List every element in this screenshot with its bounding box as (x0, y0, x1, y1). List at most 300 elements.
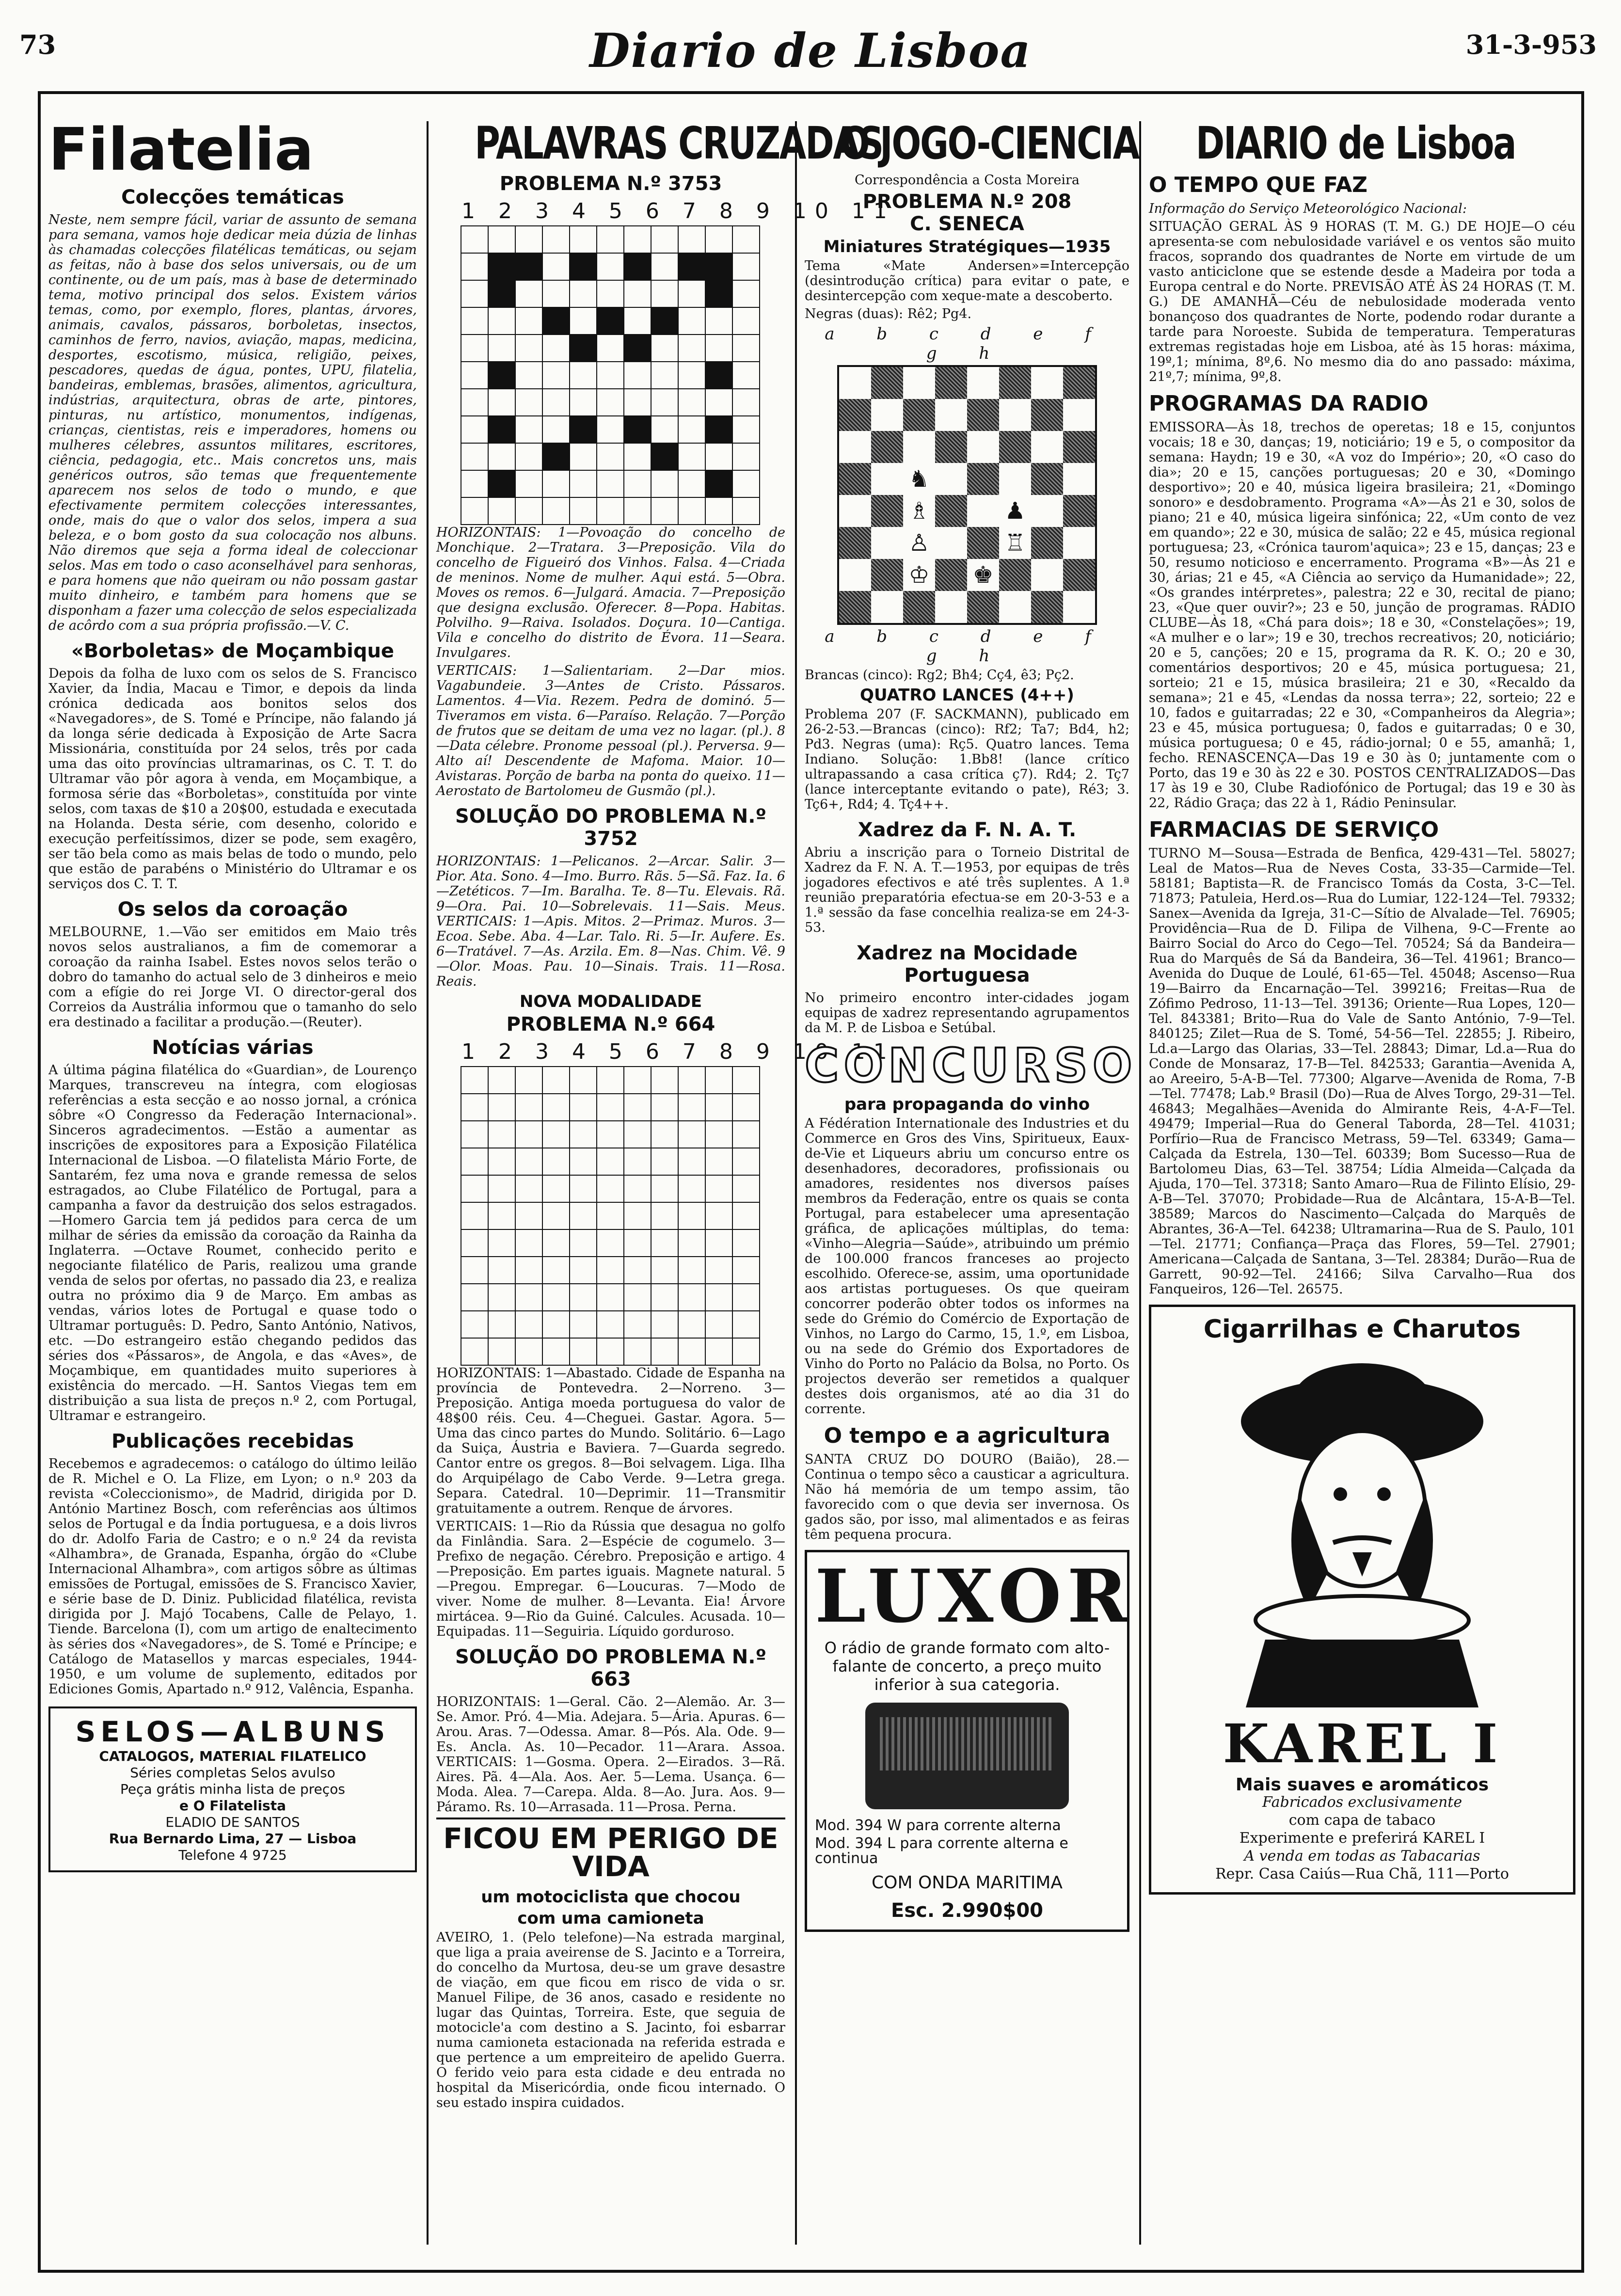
black-pieces: Negras (duas): Rê2; Pg4. (805, 306, 972, 321)
grid-cell (570, 1338, 597, 1365)
chess-title: O JOGO-CIENCIA (840, 117, 1139, 169)
grid-cell (570, 1284, 597, 1311)
grid-cell (678, 307, 705, 335)
grid-cell (624, 253, 651, 280)
grid-cell (624, 1257, 651, 1284)
article-text: MELBOURNE, 1.—Vão ser emitidos em Maio três novos selos australianos, a fim de comemorar a coroação da rainha Isabel. Estes novos selos terão o dobro do tamanho do actual selo de 3 dinheiros e meio com a efígie do rei Jorge VI. O director-geral dos Correios da Austrália informou que o tamanho do selo era destinado a facilitar a produção.—(Reuter). (48, 925, 417, 1030)
grid-cell (515, 1311, 542, 1338)
grid-cell (678, 1121, 705, 1148)
board-square (935, 527, 967, 559)
cigar-line: Repr. Casa Caiús—Rua Chã, 111—Porto (1215, 1866, 1509, 1882)
cavalier-portrait-icon (1236, 1349, 1488, 1707)
grid-cell (732, 1121, 760, 1148)
grid-cell (488, 1338, 515, 1365)
grid-cell (542, 280, 570, 307)
board-square (871, 495, 903, 527)
chess-piece-icon: ♞ (903, 463, 935, 495)
grid-cell (461, 497, 488, 525)
column-rule (1139, 121, 1141, 2245)
grid-cell (461, 1202, 488, 1229)
grid-cell (461, 280, 488, 307)
grid-cell (651, 280, 678, 307)
article-text: Neste, nem sempre fácil, variar de assunto de semana para semana, vamos hoje dedicar meia dúzia de linhas às chamadas colecções filatélicas temáticas, ou sejam as feitas, não à base dos selos universais, ou de um continente, ou de um país, mas à base de determinado tema, motivo principal dos selos. Existem vários temas, como, por exemplo, flores, plantas, árvores, animais, cavalos, pássaros, borboletas, insectos, caminhos de ferro, navios, aviação, mapas, medicina, desportes, escotismo, música, religião, peixes, pescadores, quedas de água, pontes, UPU, filatelia, bandeiras, emblemas, brasões, alimentos, agricultura, indústrias, arquitectura, obras de arte, pintores, pinturas, nu artístico, monumentos, indígenas, crianças, cientistas, reis e imperadores, homens ou mulheres célebres, assuntos militares, escritores, ciência, pedagogia, etc.. Mais concretos uns, mais genéricos outros, são temas que frequentemente aparecem nos selos de todo o mundo, e que efectivamente permitem colecções interessantes, onde, mais do que o valor dos selos, impera a sua beleza, e o bom gosto da sua colocação nos albuns. Não diremos que seja a forma ideal de coleccionar selos. Mas em todo o caso aconselhável para senhoras, e para homens que não queiram ou não possam gastar muito dinheiro, e também para homens que se disponham a fazer uma colecção de selos especializada de acôrdo com a sua própria profissão.—V. C. (48, 212, 417, 633)
board-square (967, 495, 999, 527)
board-square (871, 366, 903, 399)
grid-cell (651, 443, 678, 470)
board-square (871, 399, 903, 431)
grid-cell (488, 253, 515, 280)
grid-cell (488, 1148, 515, 1175)
grid-cell (732, 1338, 760, 1365)
ad-line: Telefone 4 9725 (178, 1847, 287, 1863)
board-square (1063, 559, 1096, 591)
board-square (1063, 463, 1096, 495)
solution-text: Problema 207 (F. SACKMANN), publicado em 26-2-53.—Brancas (cinco): Rf2; Ta7; Bd4, h2; Pd3. Negras (uma): Rç5. Quatro lances. Tema Indiano. Solução: 1.Bb8! (lance crítico ultrapassando a casa crítica ç7). Rd4; 2. Tç7 (lance interceptante evitando o pate), Ré3; 3. Tç6+, Rd4; 4. Tç4++. (805, 707, 1129, 812)
clues-horizontal: HORIZONTAIS: 1—Povoação do concelho de Monchique. 2—Tratara. 3—Preposição. Vila do concelho de Figueiró dos Vinhos. Falsa. 4—Criada de meninos. Nome de mulher. Aqui está. 5—Obra. Moves os remos. 6—Julgará. Amacia. 7—Preposição que designa exclusão. Oferecer. 8—Popa. Habitas. Polvilho. 9—Raiva. Isolados. Doçura. 10—Cantiga. Vila e concelho do distrito de Évora. 11—Seara. Invulgares. (436, 525, 785, 660)
grid-cell (570, 416, 597, 443)
grid-cell (597, 1121, 624, 1148)
grid-cell (515, 1284, 542, 1311)
grid-cell (624, 1175, 651, 1202)
grid-cell (570, 443, 597, 470)
grid-cell (461, 470, 488, 497)
article-text: A última página filatélica do «Guardian», de Lourenço Marques, transcreveu na íntegra, com elogiosas referências a esta secção e ao nosso jornal, a crónica sôbre «O Congresso da Federação Internacional». Sinceros agradecimentos. —Estão a aumentar as inscrições de expositores para a Exposição Filatélica Internacional de Lisboa. —O filatelista Mário Forte, de Santarém, fez uma nova e grande remessa de selos estragados, ao Clube Filatélico de Portugal, para a campanha a favor da destruição dos selos estragados. —Homero Garcia tem já pedidos para cerca de um milhar de séries da emissão da coroação da Rainha da Inglaterra. —Octave Roumet, conhecido perito e negociante filatélico de Paris, realizou uma grande venda de selos por ofertas, no passado dia 23, e realiza outra no próximo dia 9 de Março. Em ambas as vendas, vários lotes de Portugal e quase todo o Ultramar português: D. Pedro, Santo António, Nativos, etc. —Do estrangeiro estão chegando pedidos das séries dos «Pássaros», de Angola, e das «Aves», de Moçambique, em quantidades muito superiores à existência do mercado. —H. Santos Viegas tem em distribuição a sua lista de preços n.º 2, com Portugal, Ultramar e estrangeiro. (48, 1063, 417, 1423)
chess-piece-icon: ♟ (999, 495, 1031, 527)
grid-cell (542, 335, 570, 362)
grid-cell (461, 1175, 488, 1202)
grid-cell (624, 470, 651, 497)
grid-cell (570, 1121, 597, 1148)
grid-cell (597, 1311, 624, 1338)
chess-piece-icon: ♚ (967, 559, 999, 591)
cigar-line: Mais suaves e aromáticos (1235, 1775, 1489, 1795)
radio-set-icon (865, 1703, 1069, 1809)
crossword-grid-1-wrap (436, 225, 785, 525)
grid-cell (515, 1229, 542, 1257)
grid-cell (597, 307, 624, 335)
chess-piece-icon: ♔ (903, 559, 935, 591)
news-title: FICOU EM PERIGO DE VIDA (436, 1818, 785, 1881)
grid-cell (488, 362, 515, 389)
diario-column (1149, 117, 1575, 2249)
board-square (1063, 591, 1096, 624)
grid-cell (461, 1284, 488, 1311)
grid-cell (732, 1284, 760, 1311)
section-title: PROGRAMAS DA RADIO (1149, 391, 1429, 416)
grid-cell (705, 443, 732, 470)
grid-cell (542, 1148, 570, 1175)
grid-cell (597, 389, 624, 416)
board-square (935, 495, 967, 527)
grid-cell (705, 389, 732, 416)
grid-cell (651, 307, 678, 335)
filatelia-column (48, 116, 417, 2249)
grid-cell (624, 1284, 651, 1311)
problem-title: PROBLEMA N.º 208 (862, 191, 1072, 213)
grid-cell (624, 335, 651, 362)
grid-cell (461, 307, 488, 335)
board-square (838, 559, 871, 591)
grid-cell (488, 1257, 515, 1284)
grid-cell (597, 335, 624, 362)
section-title: O TEMPO QUE FAZ (1149, 173, 1368, 197)
crossword-grid-empty (461, 1066, 760, 1366)
grid-cell (461, 253, 488, 280)
board-square (838, 366, 871, 399)
board-square (967, 366, 999, 399)
cigar-line: com capa de tabaco (1288, 1812, 1436, 1829)
grid-cell (461, 1148, 488, 1175)
grid-cell (705, 1284, 732, 1311)
grid-cell (597, 1148, 624, 1175)
board-square (871, 431, 903, 463)
grid-cell (651, 1338, 678, 1365)
grid-cell (705, 470, 732, 497)
grid-cell (515, 443, 542, 470)
luxor-text: O rádio de grande formato com alto-falante de concerto, a preço muito inferior à sua categoria. (824, 1639, 1110, 1694)
grid-cell (515, 497, 542, 525)
grid-cell (651, 226, 678, 253)
grid-cell (678, 1202, 705, 1229)
grid-cell (515, 1175, 542, 1202)
cigar-line: A venda em todas as Tabacarias (1244, 1848, 1480, 1865)
grid-cell (678, 1338, 705, 1365)
grid-cell (678, 1094, 705, 1121)
grid-cell (570, 307, 597, 335)
board-square (903, 399, 935, 431)
grid-cell (732, 470, 760, 497)
grid-cell (488, 1202, 515, 1229)
board-square (1063, 495, 1096, 527)
moves-count: QUATRO LANCES (4++) (860, 686, 1074, 705)
ad-line: ELADIO DE SANTOS (165, 1814, 300, 1830)
grid-cell (515, 1067, 542, 1094)
grid-cell (651, 1175, 678, 1202)
board-square (871, 591, 903, 624)
grid-cell (732, 280, 760, 307)
grid-cell (678, 1284, 705, 1311)
contest-title: CONCURSO (805, 1038, 1137, 1093)
grid-cell (515, 280, 542, 307)
grid-cell (732, 1094, 760, 1121)
grid-cell (624, 497, 651, 525)
grid-cell (732, 1148, 760, 1175)
grid-cell (651, 1257, 678, 1284)
section-title: O tempo e a agricultura (824, 1423, 1111, 1448)
section-title: Xadrez na Mocidade Portuguesa (856, 942, 1078, 987)
grid-cell (488, 497, 515, 525)
grid-cell (651, 1067, 678, 1094)
ad-line: e O Filatelista (179, 1798, 286, 1814)
grid-cell (678, 253, 705, 280)
luxor-ad (805, 1550, 1134, 1932)
crossword-grid (461, 225, 760, 525)
board-square (935, 366, 967, 399)
grid-cell (570, 1229, 597, 1257)
chess-piece-icon: ♙ (903, 527, 935, 559)
board-files-bottom: a b c d e f g h (825, 627, 1110, 666)
board-square (999, 591, 1031, 624)
board-square (903, 591, 935, 624)
grid-cell (678, 416, 705, 443)
article-text: Depois da folha de luxo com os selos de S. Francisco Xavier, da Índia, Macau e Timor, e depois da linda crónica dedicada aos bonitos selos dos «Navegadores», de S. Tomé e Príncipe, não falando já da longa série dedicada à Exposição de Arte Sacra Missionária, constituída por 24 selos, três por cada uma das oito províncias ultramarinas, os C. T. T. do Ultramar vão pôr agora à venda, em Moçambique, a formosa série das «Borboletas», constituída por vinte selos, com taxas de $10 a 20$00, estudada e executada na Holanda. Desta série, com desenho, colorido e execução perfeitíssimos, dizer se pode, sem exagêro, ser tão bela como as mais belas de todo o mundo, pelo que estão de parabéns o Ministério do Ultramar e os serviços dos C. T. T. (48, 666, 417, 892)
grid-cell (461, 335, 488, 362)
grid-cell (651, 389, 678, 416)
board-square (1031, 527, 1063, 559)
grid-cell (515, 1148, 542, 1175)
section-title: Publicações recebidas (111, 1430, 354, 1452)
grid-cell (488, 1121, 515, 1148)
grid-cell (732, 497, 760, 525)
grid-cell (461, 389, 488, 416)
grid-cell (651, 335, 678, 362)
ad-line: Rua Bernardo Lima, 27 — Lisboa (109, 1831, 357, 1847)
contest-text: A Fédération Internationale des Industries et du Commerce en Gros des Vins, Spiritueux, Eaux-de-Vie et Liqueurs abriu um concurso entre os desenhadores, decoradores, profissionais ou amadores, residentes nos diversos países membros da Federação, entre os quais se conta Portugal, para estabelecer uma apresentação gráfica, de aplicações múltiplas, do tema: «Vinho—Alegria—Saúde», atribuindo um prémio de 100.000 francos franceses ao projecto escolhido. Oferece-se, assim, uma oportunidade aos artistas portugueses. Os que queiram concorrer poderão obter todos os informes na sede do Grémio do Comércio de Exportação de Vinhos, no Largo do Carmo, 15, 1.º, em Lisboa, ou na sede do Grémio dos Exportadores de Vinho do Porto no Palácio da Bolsa, no Porto. Os projectos deverão ser remetidos a qualquer destes dois organismos, até ao dia 31 do corrente. (805, 1116, 1129, 1417)
grid-cell (515, 416, 542, 443)
article-text: No primeiro encontro inter-cidades jogam equipas de xadrez representando agrupamentos da M. P. de Lisboa e Setúbal. (805, 990, 1129, 1036)
grid-cell (542, 1202, 570, 1229)
grid-cell (705, 1148, 732, 1175)
board-square (1063, 527, 1096, 559)
grid-cell (624, 1094, 651, 1121)
grid-cell (488, 1175, 515, 1202)
grid-cell (624, 1311, 651, 1338)
grid-cell (732, 335, 760, 362)
grid-cell (515, 226, 542, 253)
grid-cell (597, 280, 624, 307)
page-number: 73 (19, 29, 56, 60)
board-square (1031, 591, 1063, 624)
luxor-model: Mod. 394 L para corrente alterna e continua (815, 1835, 1068, 1867)
grid-cell (732, 1311, 760, 1338)
grid-cell (488, 1229, 515, 1257)
grid-cell (624, 280, 651, 307)
board-square (967, 527, 999, 559)
section-title: Notícias várias (152, 1036, 314, 1059)
board-square (1031, 431, 1063, 463)
grid-cell (488, 416, 515, 443)
problem-theme: Tema «Mate Andersen»=Intercepção (desintrodução crítica) para evitar o pate, e desintercepção com xeque-mate a descoberto. (805, 258, 1129, 303)
issue-date: 31-3-953 (1465, 29, 1597, 60)
grid-cell (597, 416, 624, 443)
grid-cell (542, 389, 570, 416)
grid-cell (732, 416, 760, 443)
grid-cell (678, 335, 705, 362)
grid-cell (705, 416, 732, 443)
grid-cell (651, 253, 678, 280)
grid-cell (651, 1121, 678, 1148)
grid-cell (597, 470, 624, 497)
grid-cell (570, 335, 597, 362)
ad-title: SELOS—ALBUNS (75, 1715, 390, 1748)
grid-cell (570, 1067, 597, 1094)
grid-cell (624, 1202, 651, 1229)
column-rule (427, 121, 429, 2245)
grid-cell (705, 253, 732, 280)
filatelia-title: Filatelia (48, 116, 314, 184)
grid-cell (705, 1338, 732, 1365)
grid-cell (678, 1175, 705, 1202)
grid-cell (542, 1257, 570, 1284)
chess-piece-icon: ♖ (999, 527, 1031, 559)
board-square (967, 463, 999, 495)
grid-cell (705, 1067, 732, 1094)
section-title: Xadrez da F. N. A. T. (858, 819, 1077, 841)
radio-text: EMISSORA—Às 18, trechos de operetas; 18 e 15, conjuntos vocais; 18 e 30, danças; 19, noticiário; 19 e 5, o compositor da semana: Haydn; 19 e 30, «A voz do Império»; 20, «O caso do dia»; 20 e 15, canções portuguesas; 20 e 30, «Domingo desportivo»; 20 e 40, música ligeira brasileira; 21, «Domingo sonoro» e desdobramento. Programa «A»—Às 21 e 30, solos de piano; 21 e 40, música ligeira sinfónica; 22, «Um conto de vez em quando»; 22 e 30, música de salão; 22 e 45, música regional portuguesa; 23, «Crónica taurom'aquica»; 23 e 15, danças; 23 e 50, resumo noticioso e encerramento. Programa «B»—Às 21 e 30, árias; 21 e 45, «A Ciência ao serviço da Humanidade»; 22, «Os grandes intérpretes», palestra; 22 e 30, recital de piano; 23, «Que quer ouvir?»; 23 e 50, junção de programas. RÁDIO CLUBE—Às 18, «Chá para dois»; 18 e 30, «Constelações»; 19, «A mulher e o lar»; 19 e 30, trechos recreativos; 20, noticiário; 20 e 5, canções; 20 e 15, programa da R. K. O.; 20 e 30, comentários desportivos; 20 e 45, música portuguesa; 21, sorteio; 21 e 15, música brasileira; 21 e 30, «Recaldo da semana»; 21 e 45, «Lendas da nossa terra»; 22, sorteio; 22 e 10, fados e guitarradas; 22 e 30, «Companheiros da Alegria»; 23 e 45, música portuguesa; 0, fados e guitarradas; 0 e 30, música portuguesa; 0 e 45, rádio-jornal; 0 e 55, amanhã; 1, fecho. RENASCENÇA—Das 19 e 30 às 0; juntamente com o Porto, das 19 e 30 às 22 e 30. POSTOS CENTRALIZADOS—Das 17 às 19 e 30, Clube Radiofónico de Portugal; das 19 e 30 às 22, Rádio Graça; das 22 à 1, Rádio Peninsular. (1149, 420, 1575, 811)
grid-cell (461, 416, 488, 443)
grid-cell (461, 1094, 488, 1121)
grid-cell (461, 1257, 488, 1284)
grid-column-numbers: 1 2 3 4 5 6 7 8 9 10 11 (461, 199, 895, 223)
grid-cell (732, 1067, 760, 1094)
grid-cell (461, 1338, 488, 1365)
board-square (871, 527, 903, 559)
grid-cell (542, 1311, 570, 1338)
board-square (871, 559, 903, 591)
grid-cell (597, 1067, 624, 1094)
grid-cell (570, 1311, 597, 1338)
grid-cell (488, 443, 515, 470)
board-square (935, 431, 967, 463)
grid-cell (678, 389, 705, 416)
board-square (871, 463, 903, 495)
solution-title: SOLUÇÃO DO PROBLEMA N.º 663 (455, 1646, 767, 1690)
board-square (838, 431, 871, 463)
grid-cell (515, 307, 542, 335)
grid-cell (651, 362, 678, 389)
grid-cell (542, 1284, 570, 1311)
chess-column (805, 117, 1139, 2249)
grid-cell (461, 226, 488, 253)
grid-cell (542, 470, 570, 497)
grid-cell (488, 389, 515, 416)
karel-ad (1149, 1305, 1575, 1895)
clues-vertical: VERTICAIS: 1—Rio da Rússia que desagua no golfo da Finlândia. Sara. 2—Espécie de cogumelo. 3—Prefixo de negação. Cérebro. Preposição e artigo. 4—Preposição. Em partes iguais. Magnete natural. 5—Pregou. Empregar. 6—Loucuras. 7—Modo de viver. Nome de mulher. 8—Levanta. Eia! Árvore mirtácea. 9—Rio da Guiné. Calcules. Acusada. 10—Equipadas. 11—Seguiria. Líquido gorduroso. (436, 1519, 785, 1639)
grid-cell (570, 1257, 597, 1284)
grid-cell (705, 1121, 732, 1148)
board-square (967, 591, 999, 624)
grid-cell (542, 1229, 570, 1257)
section-title: «Borboletas» de Moçambique (71, 640, 395, 662)
grid-cell (542, 1175, 570, 1202)
board-files-top: a b c d e f g h (825, 324, 1110, 363)
board-square (838, 591, 871, 624)
grid-cell (488, 470, 515, 497)
section-title: Colecções temáticas (121, 186, 344, 208)
weather-text: SITUAÇÃO GERAL ÀS 9 HORAS (T. M. G.) DE HOJE—O céu apresenta-se com nebulosidade variável e os ventos são muito fracos, soprando dos quadrantes de Norte em virtude de um vasto anticiclone que se estende desde a Madeira por toda a Europa central e do Norte. PREVISÃO ATÉ ÀS 24 HORAS (T. M. G.) DE AMANHÃ—Céu de nebulosidade moderada vento bonançoso dos quadrantes de Norte, podendo rodar durante a tarde para Noroeste. Subida de temperatura. Temperaturas extremas registadas hoje em Lisboa, até às 15 horas: máxima, 19º,1; mínima, 8º,6. No mesmo dia do ano passado: máxima, 21º,7; mínima, 9º,8. (1149, 219, 1575, 384)
grid-cell (651, 470, 678, 497)
grid-cell (515, 253, 542, 280)
grid-cell (678, 470, 705, 497)
grid-cell (542, 497, 570, 525)
grid-cell (651, 1094, 678, 1121)
grid-cell (570, 497, 597, 525)
grid-cell (624, 1121, 651, 1148)
section-title: FARMACIAS DE SERVIÇO (1149, 817, 1439, 842)
grid-cell (570, 1202, 597, 1229)
board-square (935, 591, 967, 624)
grid-cell (732, 1202, 760, 1229)
grid-cell (515, 1121, 542, 1148)
grid-cell (542, 253, 570, 280)
cigar-title: Cigarrilhas e Charutos (1203, 1315, 1521, 1344)
board-square (1063, 366, 1096, 399)
chess-board (837, 365, 1097, 625)
grid-cell (705, 335, 732, 362)
board-square (1063, 399, 1096, 431)
grid-cell (515, 1202, 542, 1229)
grid-cell (651, 416, 678, 443)
grid-cell (542, 307, 570, 335)
grid-cell (651, 497, 678, 525)
grid-cell (624, 1148, 651, 1175)
luxor-model: Mod. 394 W para corrente alterna (815, 1817, 1061, 1834)
grid-cell (651, 1148, 678, 1175)
board-square (1031, 399, 1063, 431)
grid-cell (515, 389, 542, 416)
grid-cell (597, 1175, 624, 1202)
grid-cell (597, 1338, 624, 1365)
grid-cell (705, 1175, 732, 1202)
grid-cell (570, 253, 597, 280)
grid-cell (678, 1229, 705, 1257)
grid-cell (570, 362, 597, 389)
grid-cell (461, 1067, 488, 1094)
grid-cell (515, 470, 542, 497)
grid-cell (705, 1229, 732, 1257)
grid-cell (597, 1257, 624, 1284)
grid-cell (597, 1284, 624, 1311)
article-text: Abriu a inscrição para o Torneio Distrital de Xadrez da F. N. A. T.—1953, por equipas de três jogadores efectivos e até três suplentes. A 1.ª reunião preparatória efectua-se em 20-3-53 e a 1.ª sessão da fase concelhia realiza-se em 24-3-53. (805, 845, 1129, 935)
grid-cell (542, 362, 570, 389)
grid-cell (597, 362, 624, 389)
grid-cell (488, 1094, 515, 1121)
grid-cell (705, 362, 732, 389)
grid-cell (461, 1311, 488, 1338)
board-square (1031, 463, 1063, 495)
section-title: Os selos da coroação (117, 898, 348, 921)
grid-cell (597, 226, 624, 253)
grid-cell (570, 470, 597, 497)
grid-cell (651, 1229, 678, 1257)
grid-cell (515, 362, 542, 389)
problem-kicker: NOVA MODALIDADE (519, 992, 702, 1011)
correspondence: Correspondência a Costa Moreira (855, 173, 1080, 188)
stamps-ad (48, 1706, 417, 1872)
diario-title: DIARIO de Lisboa (1195, 117, 1516, 169)
board-square (903, 366, 935, 399)
grid-cell (461, 1121, 488, 1148)
problem-title: PROBLEMA N.º 664 (506, 1013, 715, 1036)
grid-cell (651, 1311, 678, 1338)
grid-cell (678, 1067, 705, 1094)
problem-source: Miniatures Stratégiques—1935 (823, 237, 1111, 256)
board-square (838, 495, 871, 527)
clues-horizontal: HORIZONTAIS: 1—Abastado. Cidade de Espanha na província de Pontevedra. 2—Norreno. 3—Preposição. Antiga moeda portuguesa do valor de 48$00 réis. Ceu. 4—Cheguei. Gastar. Agora. 5—Uma das cinco partes do Mundo. Solitário. 6—Lago da Suiça, Áustria e Baviera. 7—Guarda segredo. Cantor entre os gregos. 8—Boi selvagem. Liga. Ilha do Arquipélago de Cabo Verde. 9—Letra grega. Separa. Catedral. 10—Deprimir. 11—Transmitir gratuitamente a outrem. Renque de árvores. (436, 1366, 785, 1516)
grid-cell (732, 1175, 760, 1202)
grid-cell (570, 1148, 597, 1175)
grid-cell (705, 1257, 732, 1284)
grid-cell (542, 1121, 570, 1148)
grid-cell (570, 226, 597, 253)
grid-cell (515, 1338, 542, 1365)
grid-cell (678, 1148, 705, 1175)
grid-cell (515, 1257, 542, 1284)
board-square (935, 559, 967, 591)
grid-cell (732, 226, 760, 253)
grid-cell (678, 226, 705, 253)
grid-cell (624, 389, 651, 416)
